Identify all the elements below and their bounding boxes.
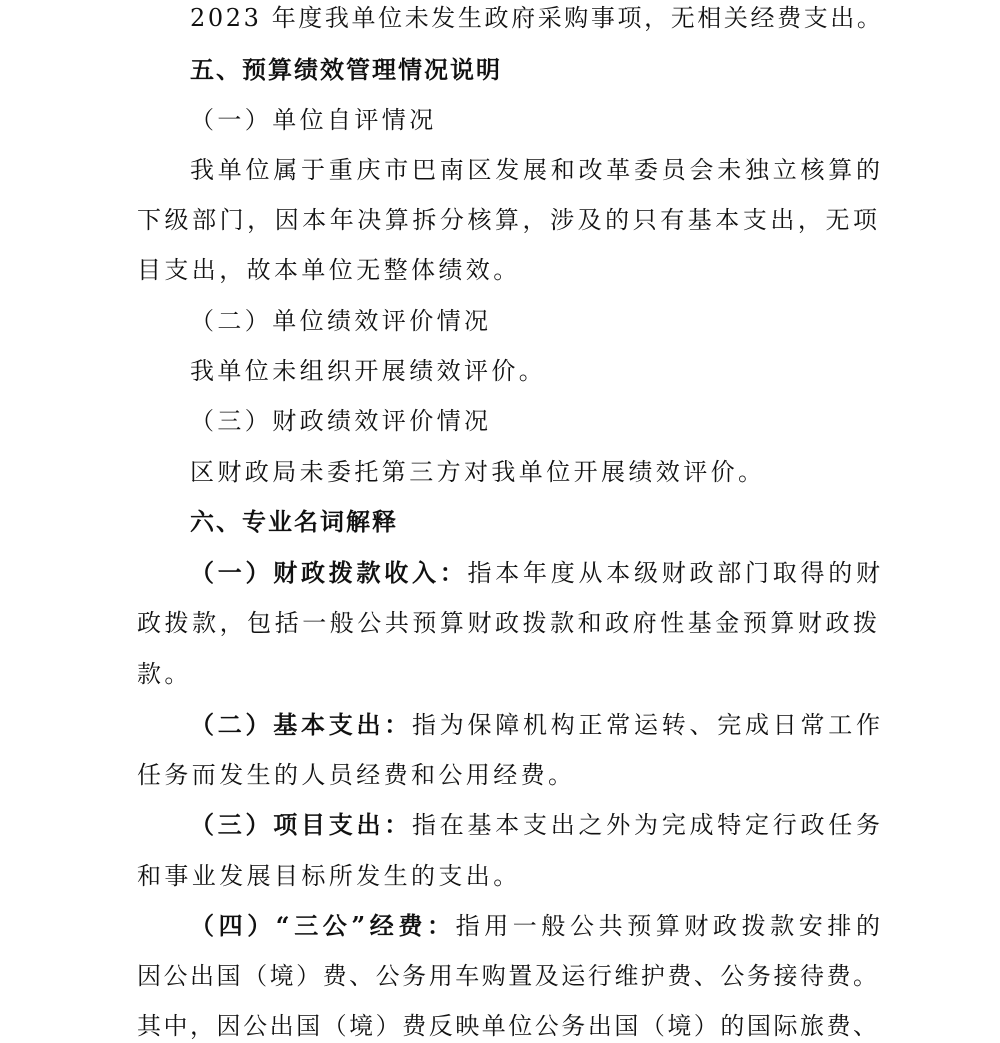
paragraph-line: 政拨款，包括一般公共预算财政拨款和政府性基金预算财政拨 (137, 609, 877, 637)
term-label: （四）“三公”经费： (190, 911, 456, 940)
term-text: 指用一般公共预算财政拨款安排的 (455, 912, 881, 940)
paragraph-line: 任务而发生的人员经费和公用经费。 (137, 761, 576, 789)
paragraph-line: 和事业发展目标所发生的支出。 (137, 862, 521, 890)
section-heading-6: 六、专业名词解释 (190, 507, 398, 536)
term-label: （二）基本支出： (190, 710, 412, 739)
paragraph-line: 其中，因公出国（境）费反映单位公务出国（境）的国际旅费、 (137, 1012, 877, 1040)
paragraph-line: 我单位属于重庆市巴南区发展和改革委员会未独立核算的 (190, 156, 880, 184)
paragraph-line: 区财政局未委托第三方对我单位开展绩效评价。 (190, 458, 766, 486)
definition-line (190, 810, 880, 840)
paragraph-line: 2023 年度我单位未发生政府采购事项，无相关经费支出。 (190, 4, 884, 32)
subsection-heading: （二）单位绩效评价情况 (190, 307, 492, 335)
subsection-heading: （一）单位自评情况 (190, 106, 437, 134)
paragraph-line: 下级部门，因本年决算拆分核算，涉及的只有基本支出，无项 (137, 206, 877, 234)
term-label: （一）财政拨款收入： (190, 558, 468, 587)
term-text: 指为保障机构正常运转、完成日常工作 (412, 711, 880, 739)
paragraph-line: 目支出，故本单位无整体绩效。 (137, 256, 521, 284)
paragraph-line: 款。 (137, 660, 192, 688)
term-text: 指在基本支出之外为完成特定行政任务 (412, 811, 880, 839)
paragraph-line: 因公出国（境）费、公务用车购置及运行维护费、公务接待费。 (137, 962, 877, 990)
term-label: （三）项目支出： (190, 810, 412, 839)
term-text: 指本年度从本级财政部门取得的财 (467, 559, 880, 587)
definition-line (190, 558, 880, 588)
definition-line (190, 911, 880, 941)
section-heading-5: 五、预算绩效管理情况说明 (190, 55, 502, 84)
subsection-heading: （三）财政绩效评价情况 (190, 407, 492, 435)
definition-line (190, 710, 880, 740)
paragraph-line: 我单位未组织开展绩效评价。 (190, 357, 547, 385)
